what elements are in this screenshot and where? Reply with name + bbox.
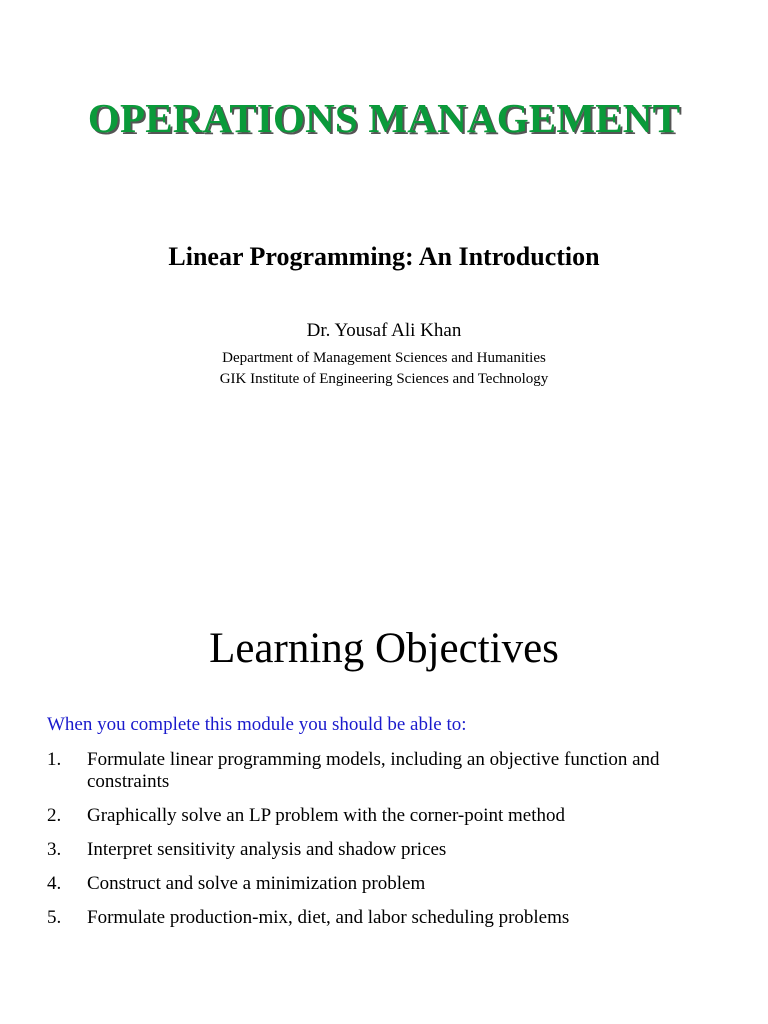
objectives-list	[47, 749, 727, 941]
objective-text: Construct and solve a minimization problem	[87, 873, 426, 894]
section-heading-learning-objectives: Learning Objectives	[209, 625, 559, 672]
objective-item	[47, 907, 727, 929]
affiliation-department: Department of Management Sciences and Humanities	[222, 350, 546, 366]
objective-item	[47, 805, 727, 827]
objective-number: 1.	[47, 749, 62, 770]
objective-text: Formulate linear programming models, including an objective function and constraints	[87, 749, 660, 792]
objective-item	[47, 839, 727, 861]
objective-text: Formulate production-mix, diet, and labor scheduling problems	[87, 907, 570, 928]
author-name: Dr. Yousaf Ali Khan	[306, 320, 462, 341]
objective-number: 3.	[47, 839, 62, 860]
affiliation-institute: GIK Institute of Engineering Sciences and Technology	[219, 371, 549, 387]
objective-text: Graphically solve an LP problem with the corner-point method	[87, 805, 566, 826]
document-subtitle: Linear Programming: An Introduction	[168, 242, 600, 271]
objective-item	[47, 749, 727, 793]
objective-number: 4.	[47, 873, 62, 894]
document-title: OPERATIONS MANAGEMENT	[87, 95, 681, 141]
objectives-intro: When you complete this module you should be able to:	[47, 714, 467, 735]
objective-number: 5.	[47, 907, 62, 928]
objective-text: Interpret sensitivity analysis and shadow prices	[87, 839, 447, 860]
objective-number: 2.	[47, 805, 62, 826]
objective-item	[47, 873, 727, 895]
